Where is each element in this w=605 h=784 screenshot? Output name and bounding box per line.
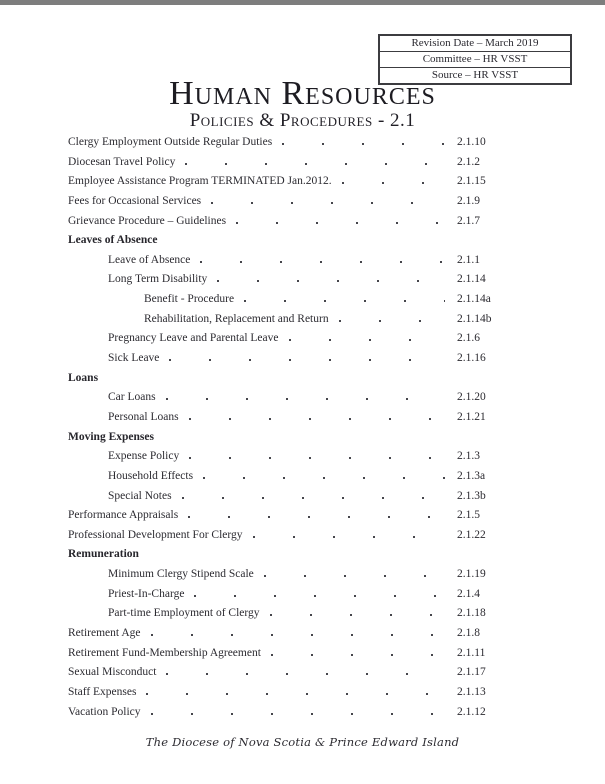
toc-row — [68, 192, 508, 212]
toc-row — [68, 604, 508, 624]
toc-row — [68, 388, 508, 408]
toc-row — [68, 212, 508, 232]
toc-row — [68, 585, 508, 605]
toc-item-number: 2.1.22 — [457, 528, 486, 541]
toc-leader-dots — [217, 280, 445, 282]
page-title: Human Resources — [169, 75, 436, 112]
toc-item-number: 2.1.11 — [457, 646, 486, 659]
toc-item-number: 2.1.18 — [457, 607, 486, 620]
toc-item-number: 2.1.7 — [457, 214, 480, 227]
toc-item-label: Diocesan Travel Policy — [68, 155, 176, 168]
toc-item-label: Performance Appraisals — [68, 509, 179, 522]
toc-row — [68, 310, 508, 330]
toc-leader-dots — [194, 595, 445, 597]
toc-item-number: 2.1.8 — [457, 627, 480, 640]
toc-item-number: 2.1.15 — [457, 175, 486, 188]
toc-row — [68, 349, 508, 369]
toc-item-label: Car Loans — [108, 391, 156, 404]
toc-row — [68, 290, 508, 310]
toc-item-label: Sexual Misconduct — [68, 666, 157, 679]
toc-leader-dots — [264, 575, 445, 577]
toc-item-number: 2.1.17 — [457, 666, 486, 679]
toc-item-number: 2.1.13 — [457, 685, 486, 698]
toc-item-label: Leaves of Absence — [68, 234, 158, 247]
toc-item-label: Fees for Occasional Services — [68, 194, 202, 207]
toc-item-label: Retirement Age — [68, 627, 141, 640]
toc-item-number: 2.1.12 — [457, 705, 486, 718]
toc-item-label: Loans — [68, 371, 99, 384]
toc-item-number: 2.1.3b — [457, 489, 486, 502]
toc-leader-dots — [244, 300, 445, 302]
toc-leader-dots — [339, 320, 445, 322]
toc-item-number: 2.1.19 — [457, 568, 486, 581]
toc-item-number: 2.1.21 — [457, 410, 486, 423]
toc-row — [68, 408, 508, 428]
toc-leader-dots — [270, 614, 446, 616]
toc-leader-dots — [282, 143, 445, 145]
toc-leader-dots — [189, 418, 445, 420]
toc-leader-dots — [151, 713, 446, 715]
toc-item-label: Retirement Fund-Membership Agreement — [68, 646, 261, 659]
page-footer: The Diocese of Nova Scotia & Prince Edward Island — [145, 735, 460, 749]
toc-item-number: 2.1.3 — [457, 450, 480, 463]
toc-leader-dots — [253, 536, 446, 538]
scan-edge-artifact — [0, 0, 605, 5]
toc-item-label: Special Notes — [108, 489, 172, 502]
toc-item-label: Priest-In-Charge — [108, 587, 185, 600]
toc-leader-dots — [188, 516, 445, 518]
toc-item-number: 2.1.14a — [457, 293, 491, 306]
toc-item-label: Minimum Clergy Stipend Scale — [108, 568, 254, 581]
toc-item-label: Grievance Procedure – Guidelines — [68, 214, 227, 227]
toc-item-label: Employee Assistance Program TERMINATED Jan.2012. — [68, 175, 332, 188]
toc-item-label: Moving Expenses — [68, 430, 154, 443]
toc-item-number: 2.1.20 — [457, 391, 486, 404]
toc-item-label: Part-time Employment of Clergy — [108, 607, 260, 620]
toc-item-label: Benefit - Procedure — [144, 293, 235, 306]
toc-item-number: 2.1.14b — [457, 312, 492, 325]
toc-item-label: Leave of Absence — [108, 253, 191, 266]
toc-row — [68, 133, 508, 153]
toc-leader-dots — [200, 261, 445, 263]
toc-row — [68, 467, 508, 487]
toc-section-header — [68, 369, 508, 389]
toc-row — [68, 329, 508, 349]
toc-item-label: Staff Expenses — [68, 685, 137, 698]
toc-list — [68, 133, 508, 722]
toc-item-number: 2.1.10 — [457, 136, 486, 148]
toc-leader-dots — [342, 182, 445, 184]
toc-item-number: 2.1.2 — [457, 155, 480, 168]
toc-leader-dots — [169, 359, 445, 361]
toc-leader-dots — [182, 497, 445, 499]
source: Source – HR VSST — [431, 69, 519, 81]
toc-row — [68, 663, 508, 683]
toc-item-number: 2.1.6 — [457, 332, 480, 345]
toc-row — [68, 487, 508, 507]
toc-leader-dots — [166, 673, 445, 675]
toc-row — [68, 447, 508, 467]
toc-leader-dots — [146, 693, 445, 695]
toc-item-label: Professional Development For Clergy — [68, 528, 243, 541]
toc-item-number: 2.1.16 — [457, 352, 486, 365]
toc-row — [68, 644, 508, 664]
toc-leader-dots — [189, 457, 445, 459]
toc-row — [68, 270, 508, 290]
toc-row — [68, 624, 508, 644]
toc-item-label: Rehabilitation, Replacement and Return — [144, 312, 329, 325]
toc-item-label: Sick Leave — [108, 352, 160, 365]
committee: Committee – HR VSST — [380, 52, 570, 68]
toc-row — [68, 526, 508, 546]
toc-leader-dots — [211, 202, 445, 204]
toc-item-number: 2.1.14 — [457, 273, 486, 286]
toc-item-number: 2.1.3a — [457, 469, 486, 482]
toc-item-label: Long Term Disability — [108, 273, 208, 286]
toc-row — [68, 703, 508, 723]
revision-date: Revision Date – March 2019 — [380, 36, 570, 52]
toc-section-header — [68, 231, 508, 251]
toc-item-label: Household Effects — [108, 469, 194, 482]
toc-leader-dots — [271, 654, 445, 656]
toc-row — [68, 172, 508, 192]
toc-item-label: Expense Policy — [108, 450, 180, 463]
toc-item-number: 2.1.5 — [457, 509, 480, 522]
toc-leader-dots — [236, 222, 445, 224]
toc-row — [68, 251, 508, 271]
toc-item-label: Vacation Policy — [68, 705, 141, 718]
toc-item-label: Remuneration — [68, 548, 139, 561]
toc-section-header — [68, 545, 508, 565]
toc-row — [68, 565, 508, 585]
toc-leader-dots — [166, 398, 445, 400]
toc-item-label: Personal Loans — [108, 410, 179, 423]
page-subtitle: Policies & Procedures - 2.1 — [189, 110, 416, 131]
toc-leader-dots — [289, 339, 446, 341]
toc-section-header — [68, 428, 508, 448]
toc-row — [68, 153, 508, 173]
toc-row — [68, 683, 508, 703]
toc-item-label: Clergy Employment Outside Regular Duties — [68, 136, 273, 148]
toc-leader-dots — [151, 634, 446, 636]
toc-item-number: 2.1.1 — [457, 253, 480, 266]
toc-item-label: Pregnancy Leave and Parental Leave — [108, 332, 279, 345]
toc-item-number: 2.1.4 — [457, 587, 480, 600]
toc-item-number: 2.1.9 — [457, 194, 480, 207]
toc-row — [68, 506, 508, 526]
toc-leader-dots — [185, 163, 445, 165]
toc-leader-dots — [203, 477, 445, 479]
